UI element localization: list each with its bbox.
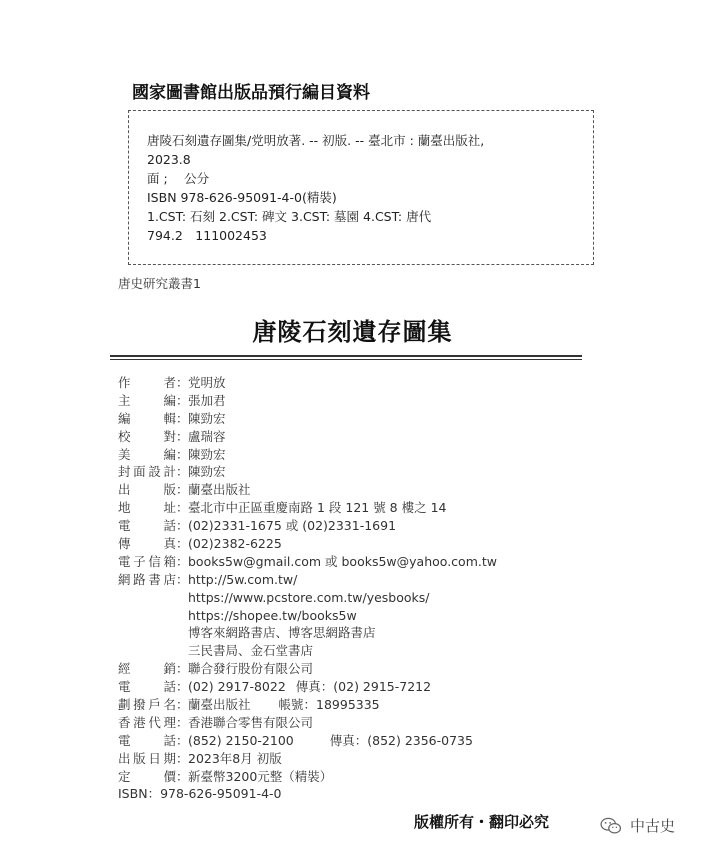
credit-value: https://www.pcstore.com.tw/yesbooks/ — [188, 589, 430, 605]
credit-row-edit: 編輯 ： 陳勁宏 — [118, 410, 226, 426]
credit-label: 香港代理 — [118, 714, 176, 730]
credit-row-hk-phone: 電話 ： (852) 2150-2100 傳真：(852) 2356-0735 — [118, 732, 473, 748]
credit-row-phone: 電話 ： (02)2331-1675 或 (02)2331-1691 — [118, 518, 397, 534]
series-name: 唐史研究叢書1 — [118, 276, 201, 291]
credit-row-publisher: 出版 ： 蘭臺出版社 — [118, 482, 251, 498]
credit-value: (02)2382-6225 — [188, 536, 282, 552]
credit-row-distributor: 經銷 ： 聯合發行股份有限公司 — [118, 661, 314, 677]
credit-row-address: 地址 ： 臺北市中正區重慶南路 1 段 121 號 8 樓之 14 — [118, 500, 447, 516]
credit-value: 蘭臺出版社 — [188, 697, 251, 713]
credit-value: 陳勁宏 — [188, 410, 226, 426]
credit-row-web-more — [118, 607, 497, 625]
credit-row-date: 出版日期 ： 2023年8月 初版 — [118, 750, 282, 766]
credit-value: http://5w.com.tw/ — [188, 571, 298, 587]
credit-value: 978-626-95091-4-0 — [160, 786, 282, 802]
credit-label: 劃撥戶名 — [118, 697, 176, 713]
credit-value: 博客來網路書店、博客思網路書店 — [188, 625, 376, 641]
credit-row-hk-agent: 香港代理 ： 香港聯合零售有限公司 — [118, 714, 314, 730]
watermark — [600, 815, 675, 836]
credit-row-web-more — [118, 624, 497, 642]
credit-label: 出版 — [118, 482, 176, 498]
credit-row-web-more — [118, 642, 497, 660]
credit-row-proof: 校對 ： 盧瑞容 — [118, 428, 226, 444]
credit-label: 主編 — [118, 392, 176, 408]
credit-value: 聯合發行股份有限公司 — [188, 661, 314, 677]
credit-row-web: 網路書店 ： http://5w.com.tw/ — [118, 571, 298, 587]
credit-row-web-more — [118, 589, 497, 607]
credit-label: 定價 — [118, 768, 176, 784]
credit-value: https://shopee.tw/books5w — [188, 607, 357, 623]
credit-row-email: 電子信箱 ： books5w@gmail.com 或 books5w@yahoo.com.tw — [118, 553, 497, 569]
credit-value: 党明放 — [188, 375, 226, 390]
credit-fax-value: 傳真：(852) 2356-0735 — [329, 732, 473, 748]
credit-value: 陳勁宏 — [188, 446, 226, 462]
credit-row-author: 作者 ： 党明放 — [118, 375, 226, 390]
credit-label: 網路書店 — [118, 571, 176, 587]
credit-account-value: 帳號：18995335 — [278, 697, 380, 713]
credit-row-dist-phone: 電話 ： (02) 2917-8022 傳真：(02) 2915-7212 — [118, 679, 432, 695]
credit-label: 地址 — [118, 500, 176, 516]
credit-value: 新臺幣3200元整（精裝） — [188, 768, 333, 784]
credit-value: books5w@gmail.com 或 books5w@yahoo.com.tw — [188, 553, 497, 569]
credit-value: 盧瑞容 — [188, 428, 226, 444]
credit-row-fax: 傳真 ： (02)2382-6225 — [118, 536, 282, 552]
cip-line: 794.2 111002453 — [147, 228, 267, 243]
credit-label: 校對 — [118, 428, 176, 444]
credit-row-editor: 主編 ： 張加君 — [118, 392, 226, 408]
credit-row-cover: 封面設計 ： 陳勁宏 — [118, 464, 226, 480]
credit-value: 2023年8月 初版 — [188, 750, 282, 766]
credit-label: 經銷 — [118, 661, 176, 677]
credit-label: 電話 — [118, 679, 176, 695]
credit-label: 美編 — [118, 446, 176, 462]
credit-label: 封面設計 — [118, 464, 176, 480]
credit-value: 陳勁宏 — [188, 464, 226, 480]
copyright-notice: 版權所有・翻印必究 — [414, 813, 550, 831]
cip-line: ISBN 978-626-95091-4-0(精裝) — [147, 190, 337, 205]
credit-row-account: 劃撥戶名 ： 蘭臺出版社 帳號：18995335 — [118, 697, 380, 713]
credits-list — [118, 374, 497, 803]
divider-thin — [110, 359, 582, 360]
credit-value: (02)2331-1675 或 (02)2331-1691 — [188, 518, 397, 534]
credit-label: 作者 — [118, 375, 176, 390]
credit-label: 電話 — [118, 732, 176, 748]
credit-value: 蘭臺出版社 — [188, 482, 251, 498]
credit-fax-value: 傳真：(02) 2915-7212 — [295, 679, 432, 695]
credit-label: 傳真 — [118, 536, 176, 552]
credit-label: 電子信箱 — [118, 553, 176, 569]
cip-box — [128, 110, 594, 265]
credit-value: (852) 2150-2100 — [188, 732, 294, 748]
wechat-icon — [600, 817, 622, 835]
book-title: 唐陵石刻遺存圖集 — [252, 318, 453, 346]
credit-row-price: 定價 ： 新臺幣3200元整（精裝） — [118, 768, 333, 784]
credit-label: 編輯 — [118, 410, 176, 426]
watermark-text: 中古史 — [630, 817, 676, 835]
credit-row-art: 美編 ： 陳勁宏 — [118, 446, 226, 462]
divider-thick — [110, 355, 582, 357]
cip-line: 唐陵石刻遺存圖集/党明放著. -- 初版. -- 臺北市 : 蘭臺出版社, — [147, 133, 485, 148]
credit-row-isbn: ISBN ： 978-626-95091-4-0 — [118, 786, 282, 802]
credit-value: 張加君 — [188, 392, 226, 408]
credit-label: 電話 — [118, 518, 176, 534]
credit-label: ISBN — [118, 786, 148, 802]
credit-value: 臺北市中正區重慶南路 1 段 121 號 8 樓之 14 — [188, 500, 447, 516]
credit-label: 出版日期 — [118, 750, 176, 766]
cip-line: 面 ; 公分 — [147, 171, 210, 186]
credit-value: 三民書局、金石堂書店 — [188, 643, 314, 659]
cip-heading: 國家圖書館出版品預行編目資料 — [132, 83, 370, 103]
credit-value: (02) 2917-8022 — [188, 679, 286, 695]
cip-line: 1.CST: 石刻 2.CST: 碑文 3.CST: 墓園 4.CST: 唐代 — [147, 209, 432, 224]
credit-value: 香港聯合零售有限公司 — [188, 714, 314, 730]
cip-line: 2023.8 — [147, 152, 191, 167]
